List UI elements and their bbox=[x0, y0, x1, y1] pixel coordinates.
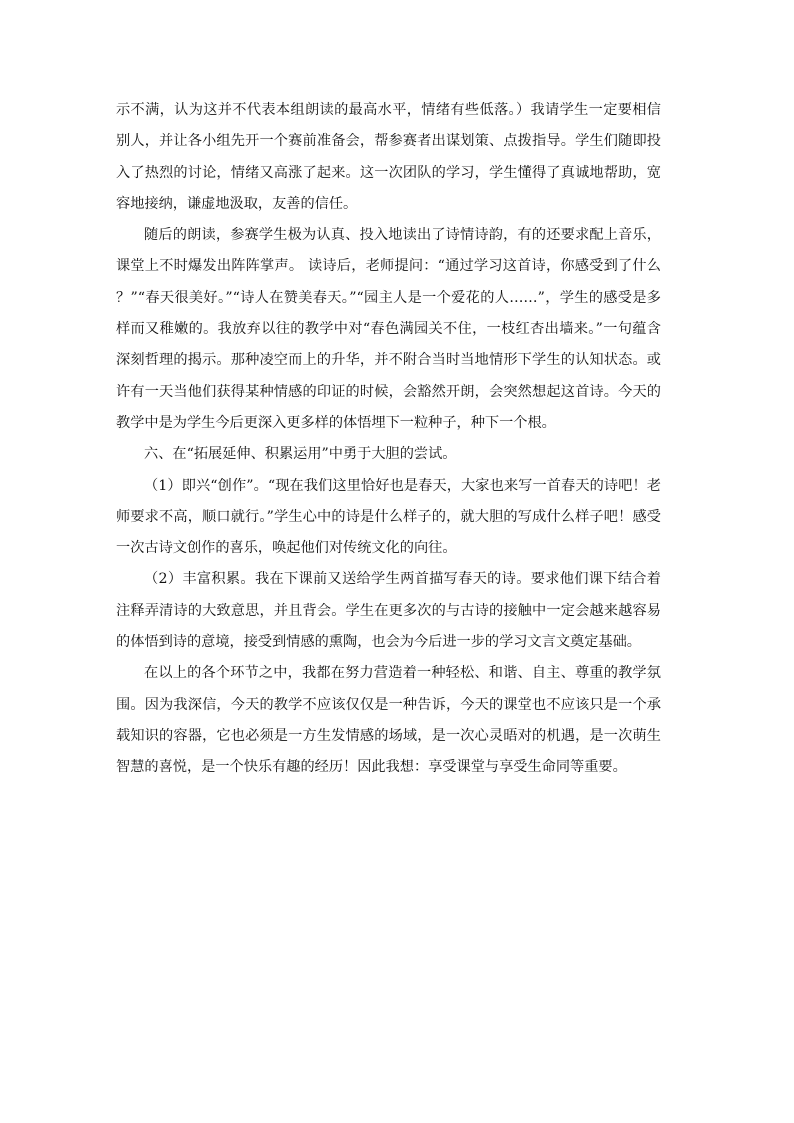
paragraph-item-creation: （1）即兴“创作”。“现在我们这里恰好也是春天，大家也来写一首春天的诗吧！老师要求不高，顺口就行。”学生心中的诗是什么样子的，就大胆的写成什么样子吧！感受一次古诗文创作的喜乐，唤起他们对传统文化的向往。 bbox=[116, 477, 661, 557]
paragraph-conclusion: 在以上的各个环节之中，我都在努力营造着一种轻松、和谐、自主、尊重的教学氛围。因为我深信，今天的教学不应该仅仅是一种告诉，今天的课堂也不应该只是一个承载知识的容器，它也必须是一方生发情感的场域，是一次心灵晤对的机遇，是一次萌生智慧的喜悦，是一个快乐有趣的经历！因此我想：享受课堂与享受生命同等重要。 bbox=[116, 665, 661, 776]
document-body bbox=[116, 95, 661, 784]
paragraph-item-accumulation: （2）丰富积累。我在下课前又送给学生两首描写春天的诗。要求他们课下结合着注释弄清诗的大致意思，并且背会。学生在更多次的与古诗的接触中一定会越来越容易的体悟到诗的意境，接受到情感的熏陶，也会为今后进一步的学习文言文奠定基础。 bbox=[116, 571, 661, 651]
section-heading-extension: 六、在“拓展延伸、积累运用”中勇于大胆的尝试。 bbox=[144, 446, 457, 463]
paragraph-continued: 示不满，认为这并不代表本组朗读的最高水平，情绪有些低落。）我请学生一定要相信别人，并让各小组先开一个赛前准备会，帮参赛者出谋划策、点拨指导。学生们随即投入了热烈的讨论，情绪又高涨了起来。这一次团队的学习，学生懂得了真诚地帮助，宽容地接纳，谦虚地汲取，友善的信任。 bbox=[116, 102, 661, 212]
paragraph-reading-contest: 随后的朗读，参赛学生极为认真、投入地读出了诗情诗韵，有的还要求配上音乐，课堂上不时爆发出阵阵掌声。 读诗后，老师提问：“通过学习这首诗，你感受到了什么？”“春天很美好。”“诗人在赞美春天。”“园主人是一个爱花的人……”，学生的感受是多样而又稚嫩的。我放弃以往的教学中对“春色满园关不住，一枝红杏出墙来。”一句蕴含深刻哲理的揭示。那种凌空而上的升华，并不附合当时当地情形下学生的认知状态。或许有一天当他们获得某种情感的印证的时候，会豁然开朗，会突然想起这首诗。今天的教学中是为学生今后更深入更多样的体悟埋下一粒种子，种下一个根。 bbox=[116, 227, 661, 431]
